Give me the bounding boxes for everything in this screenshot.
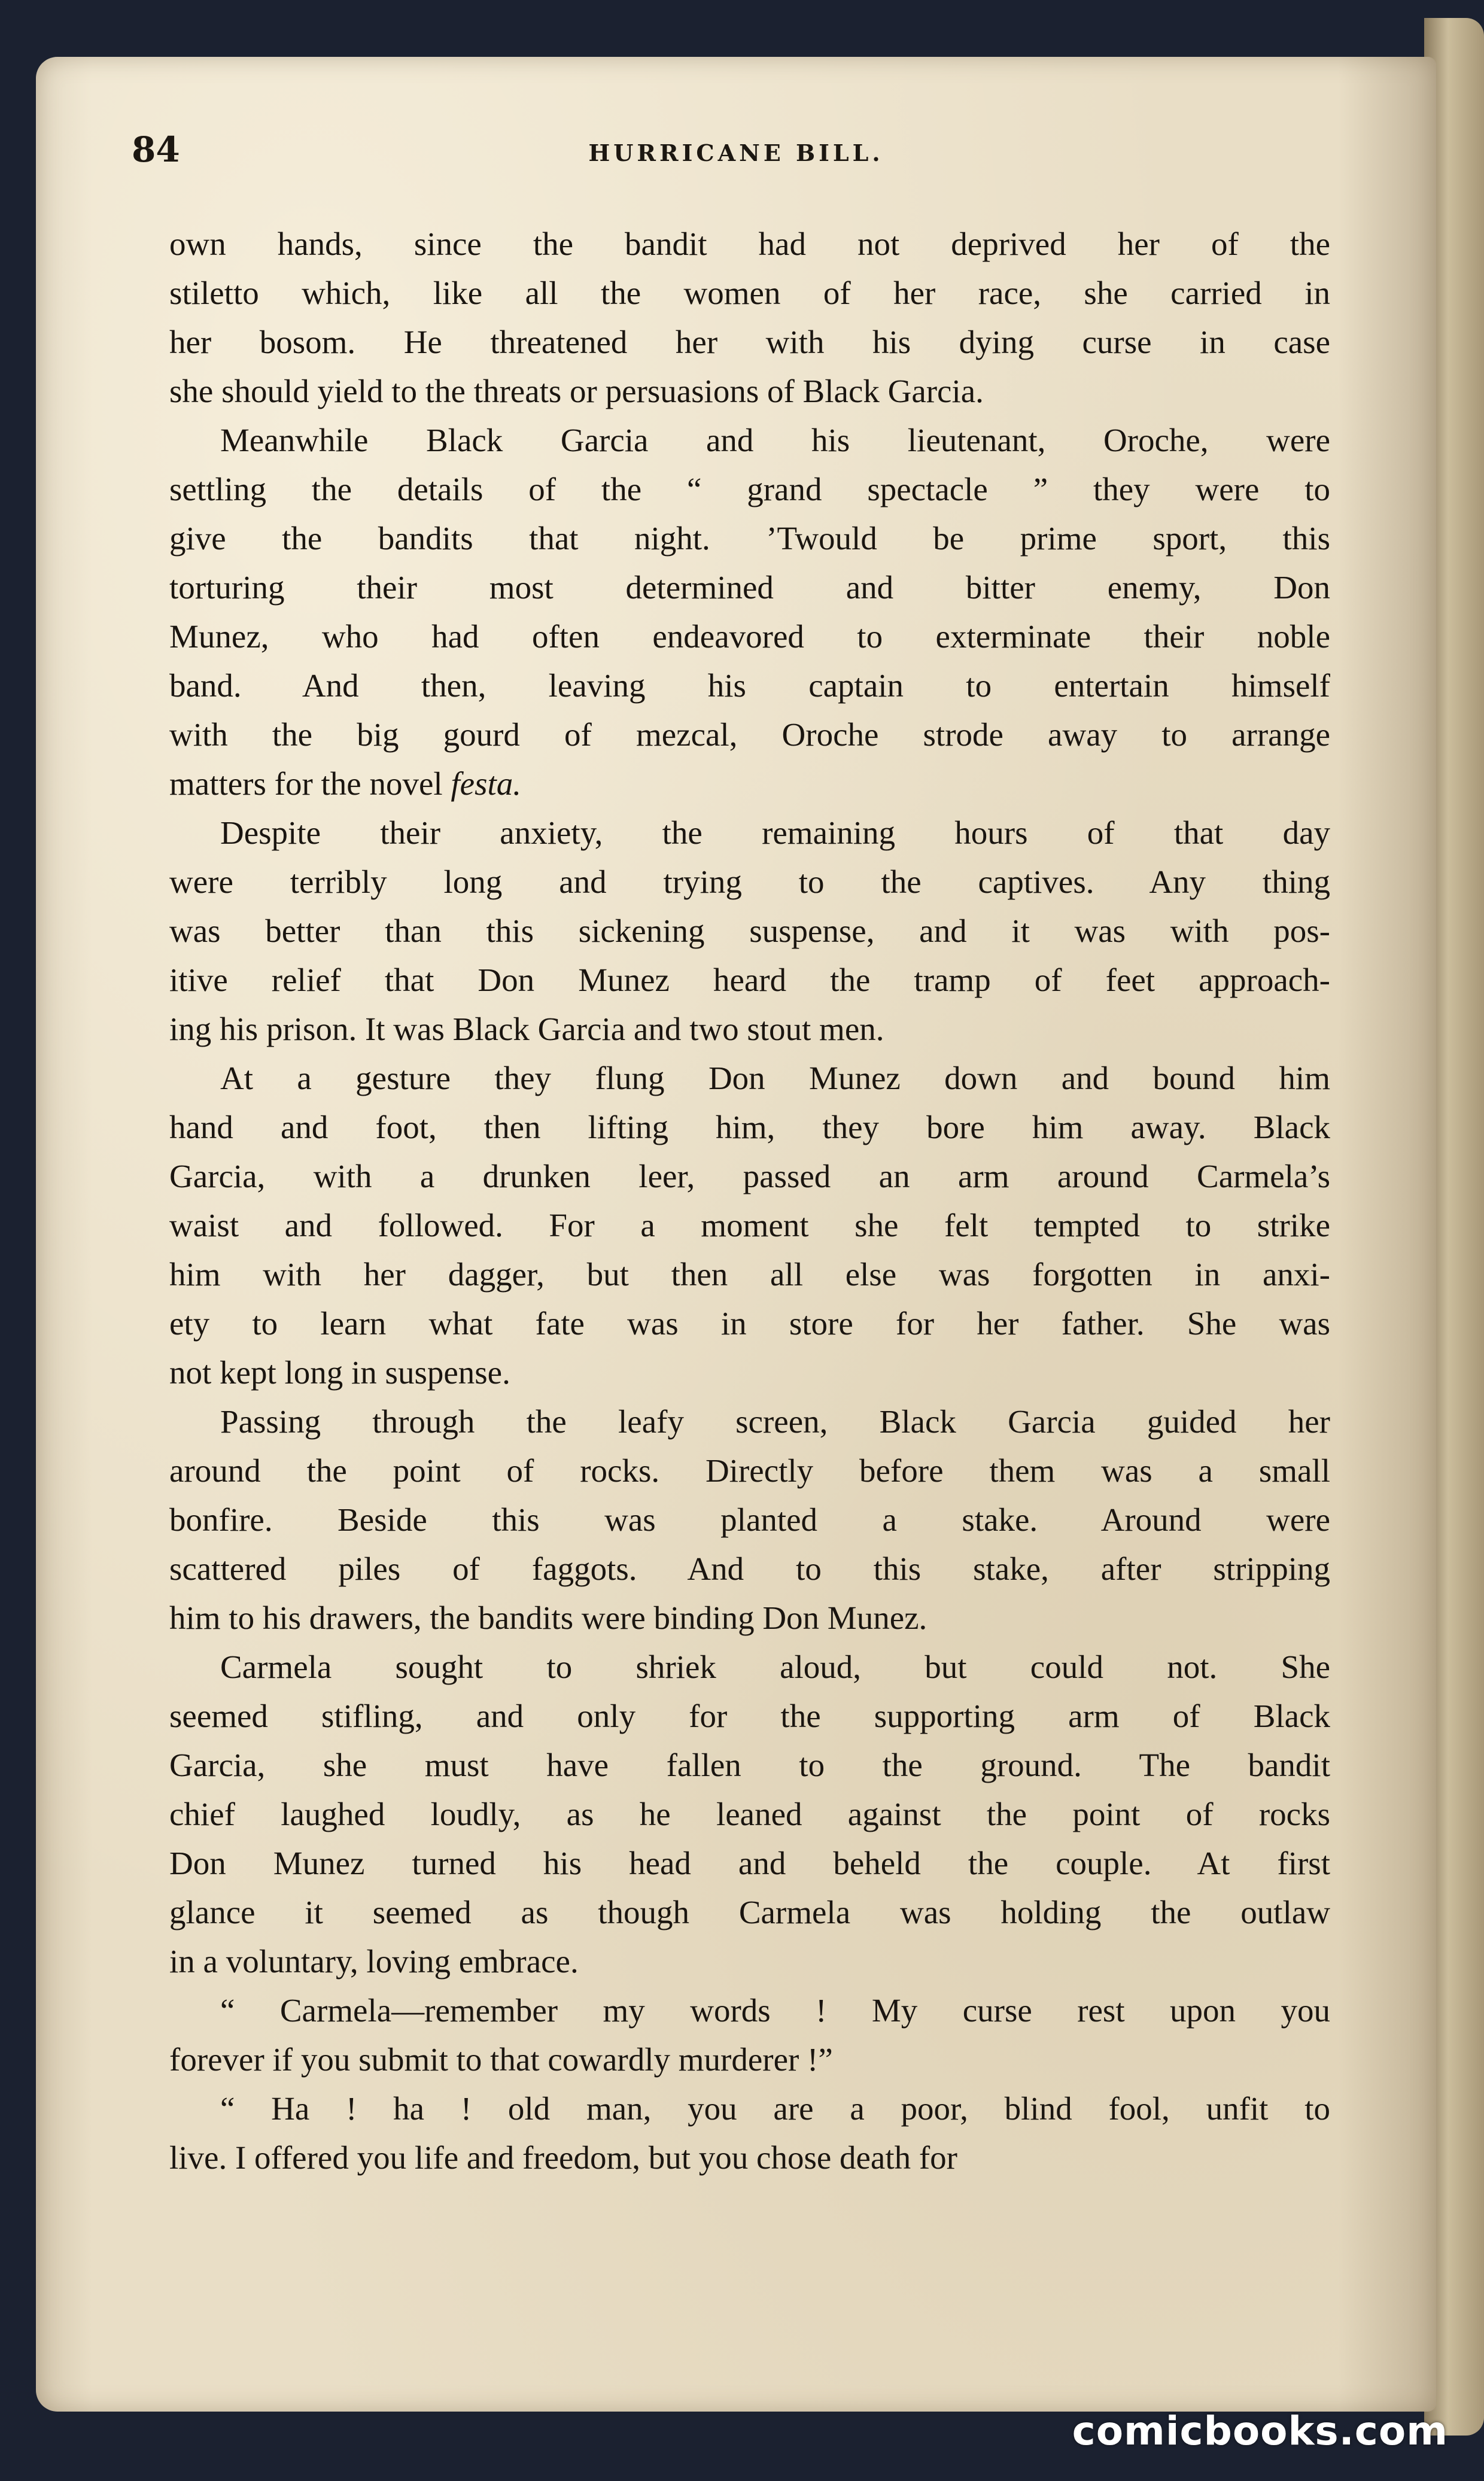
paragraph xyxy=(169,220,1330,416)
text-line: was better than this sickening suspense, and it was with pos- xyxy=(169,913,1330,949)
text-line: “ Carmela—remember my words ! My curse rest upon you xyxy=(220,1992,1330,2029)
page-header xyxy=(132,126,1340,174)
text-line: give the bandits that night. ’Twould be prime sport, this xyxy=(169,520,1330,557)
text-line: Passing through the leafy screen, Black Garcia guided her xyxy=(220,1403,1330,1440)
text-line: seemed stifling, and only for the supporting arm of Black xyxy=(169,1698,1330,1734)
text-line: Meanwhile Black Garcia and his lieutenant, Oroche, were xyxy=(220,422,1330,458)
text-line: chief laughed loudly, as he leaned against the point of rocks xyxy=(169,1796,1330,1832)
paragraph xyxy=(169,1397,1330,1643)
text-line: hand and foot, then lifting him, they bore him away. Black xyxy=(169,1109,1330,1145)
text-line: matters for the novel festa. xyxy=(169,765,522,802)
site-watermark: comicbooks.com xyxy=(1072,2408,1448,2454)
paragraph xyxy=(169,416,1330,808)
text-line: scattered piles of faggots. And to this stake, after stripping xyxy=(169,1550,1330,1587)
text-line: not kept long in suspense. xyxy=(169,1354,510,1391)
text-line: torturing their most determined and bitter enemy, Don xyxy=(169,569,1330,606)
running-head: HURRICANE BILL. xyxy=(588,139,884,166)
text-line: Munez, who had often endeavored to exterminate their noble xyxy=(169,618,1330,655)
text-line: him with her dagger, but then all else was forgotten in anxi- xyxy=(169,1256,1330,1293)
paragraph xyxy=(169,808,1330,1054)
paragraph xyxy=(169,1986,1330,2084)
text-line: ety to learn what fate was in store for her father. She was xyxy=(169,1305,1330,1342)
text-line: forever if you submit to that cowardly murderer !” xyxy=(169,2041,833,2078)
text-line: Carmela sought to shriek aloud, but could not. She xyxy=(220,1649,1330,1685)
text-line: ing his prison. It was Black Garcia and two stout men. xyxy=(169,1011,884,1047)
text-line: Garcia, she must have fallen to the ground. The bandit xyxy=(169,1747,1330,1783)
text-line: in a voluntary, loving embrace. xyxy=(169,1943,579,1980)
text-line: live. I offered you life and freedom, but you chose death for xyxy=(169,2139,957,2176)
text-line: Despite their anxiety, the remaining hours of that day xyxy=(220,814,1330,851)
text-line: him to his drawers, the bandits were binding Don Munez. xyxy=(169,1600,928,1636)
text-line: Garcia, with a drunken leer, passed an arm around Carmela’s xyxy=(169,1158,1330,1194)
page-number: 84 xyxy=(132,129,180,170)
text-line: own hands, since the bandit had not deprived her of the xyxy=(169,226,1330,262)
text-line: At a gesture they flung Don Munez down and bound him xyxy=(220,1060,1330,1096)
text-line: with the big gourd of mezcal, Oroche strode away to arrange xyxy=(169,716,1330,753)
text-line: bonfire. Beside this was planted a stake. Around were xyxy=(169,1501,1330,1538)
text-line: around the point of rocks. Directly before them was a small xyxy=(169,1452,1330,1489)
body-text xyxy=(169,220,1330,2182)
paragraph xyxy=(169,1054,1330,1397)
text-line: she should yield to the threats or persuasions of Black Garcia. xyxy=(169,373,984,409)
text-line: settling the details of the “ grand spectacle ” they were to xyxy=(169,471,1330,507)
text-line: band. And then, leaving his captain to entertain himself xyxy=(169,667,1330,704)
text-line: itive relief that Don Munez heard the tramp of feet approach- xyxy=(169,962,1330,998)
paragraph xyxy=(169,1643,1330,1986)
text-line: were terribly long and trying to the captives. Any thing xyxy=(169,864,1330,900)
text-line: stiletto which, like all the women of her race, she carried in xyxy=(169,275,1330,311)
text-line: glance it seemed as though Carmela was holding the outlaw xyxy=(169,1894,1330,1930)
text-line: waist and followed. For a moment she felt tempted to strike xyxy=(169,1207,1330,1243)
text-line: “ Ha ! ha ! old man, you are a poor, blind fool, unfit to xyxy=(220,2090,1330,2127)
paragraph xyxy=(169,2084,1330,2182)
text-line: her bosom. He threatened her with his dying curse in case xyxy=(169,324,1330,360)
text-line: Don Munez turned his head and beheld the couple. At first xyxy=(169,1845,1330,1881)
